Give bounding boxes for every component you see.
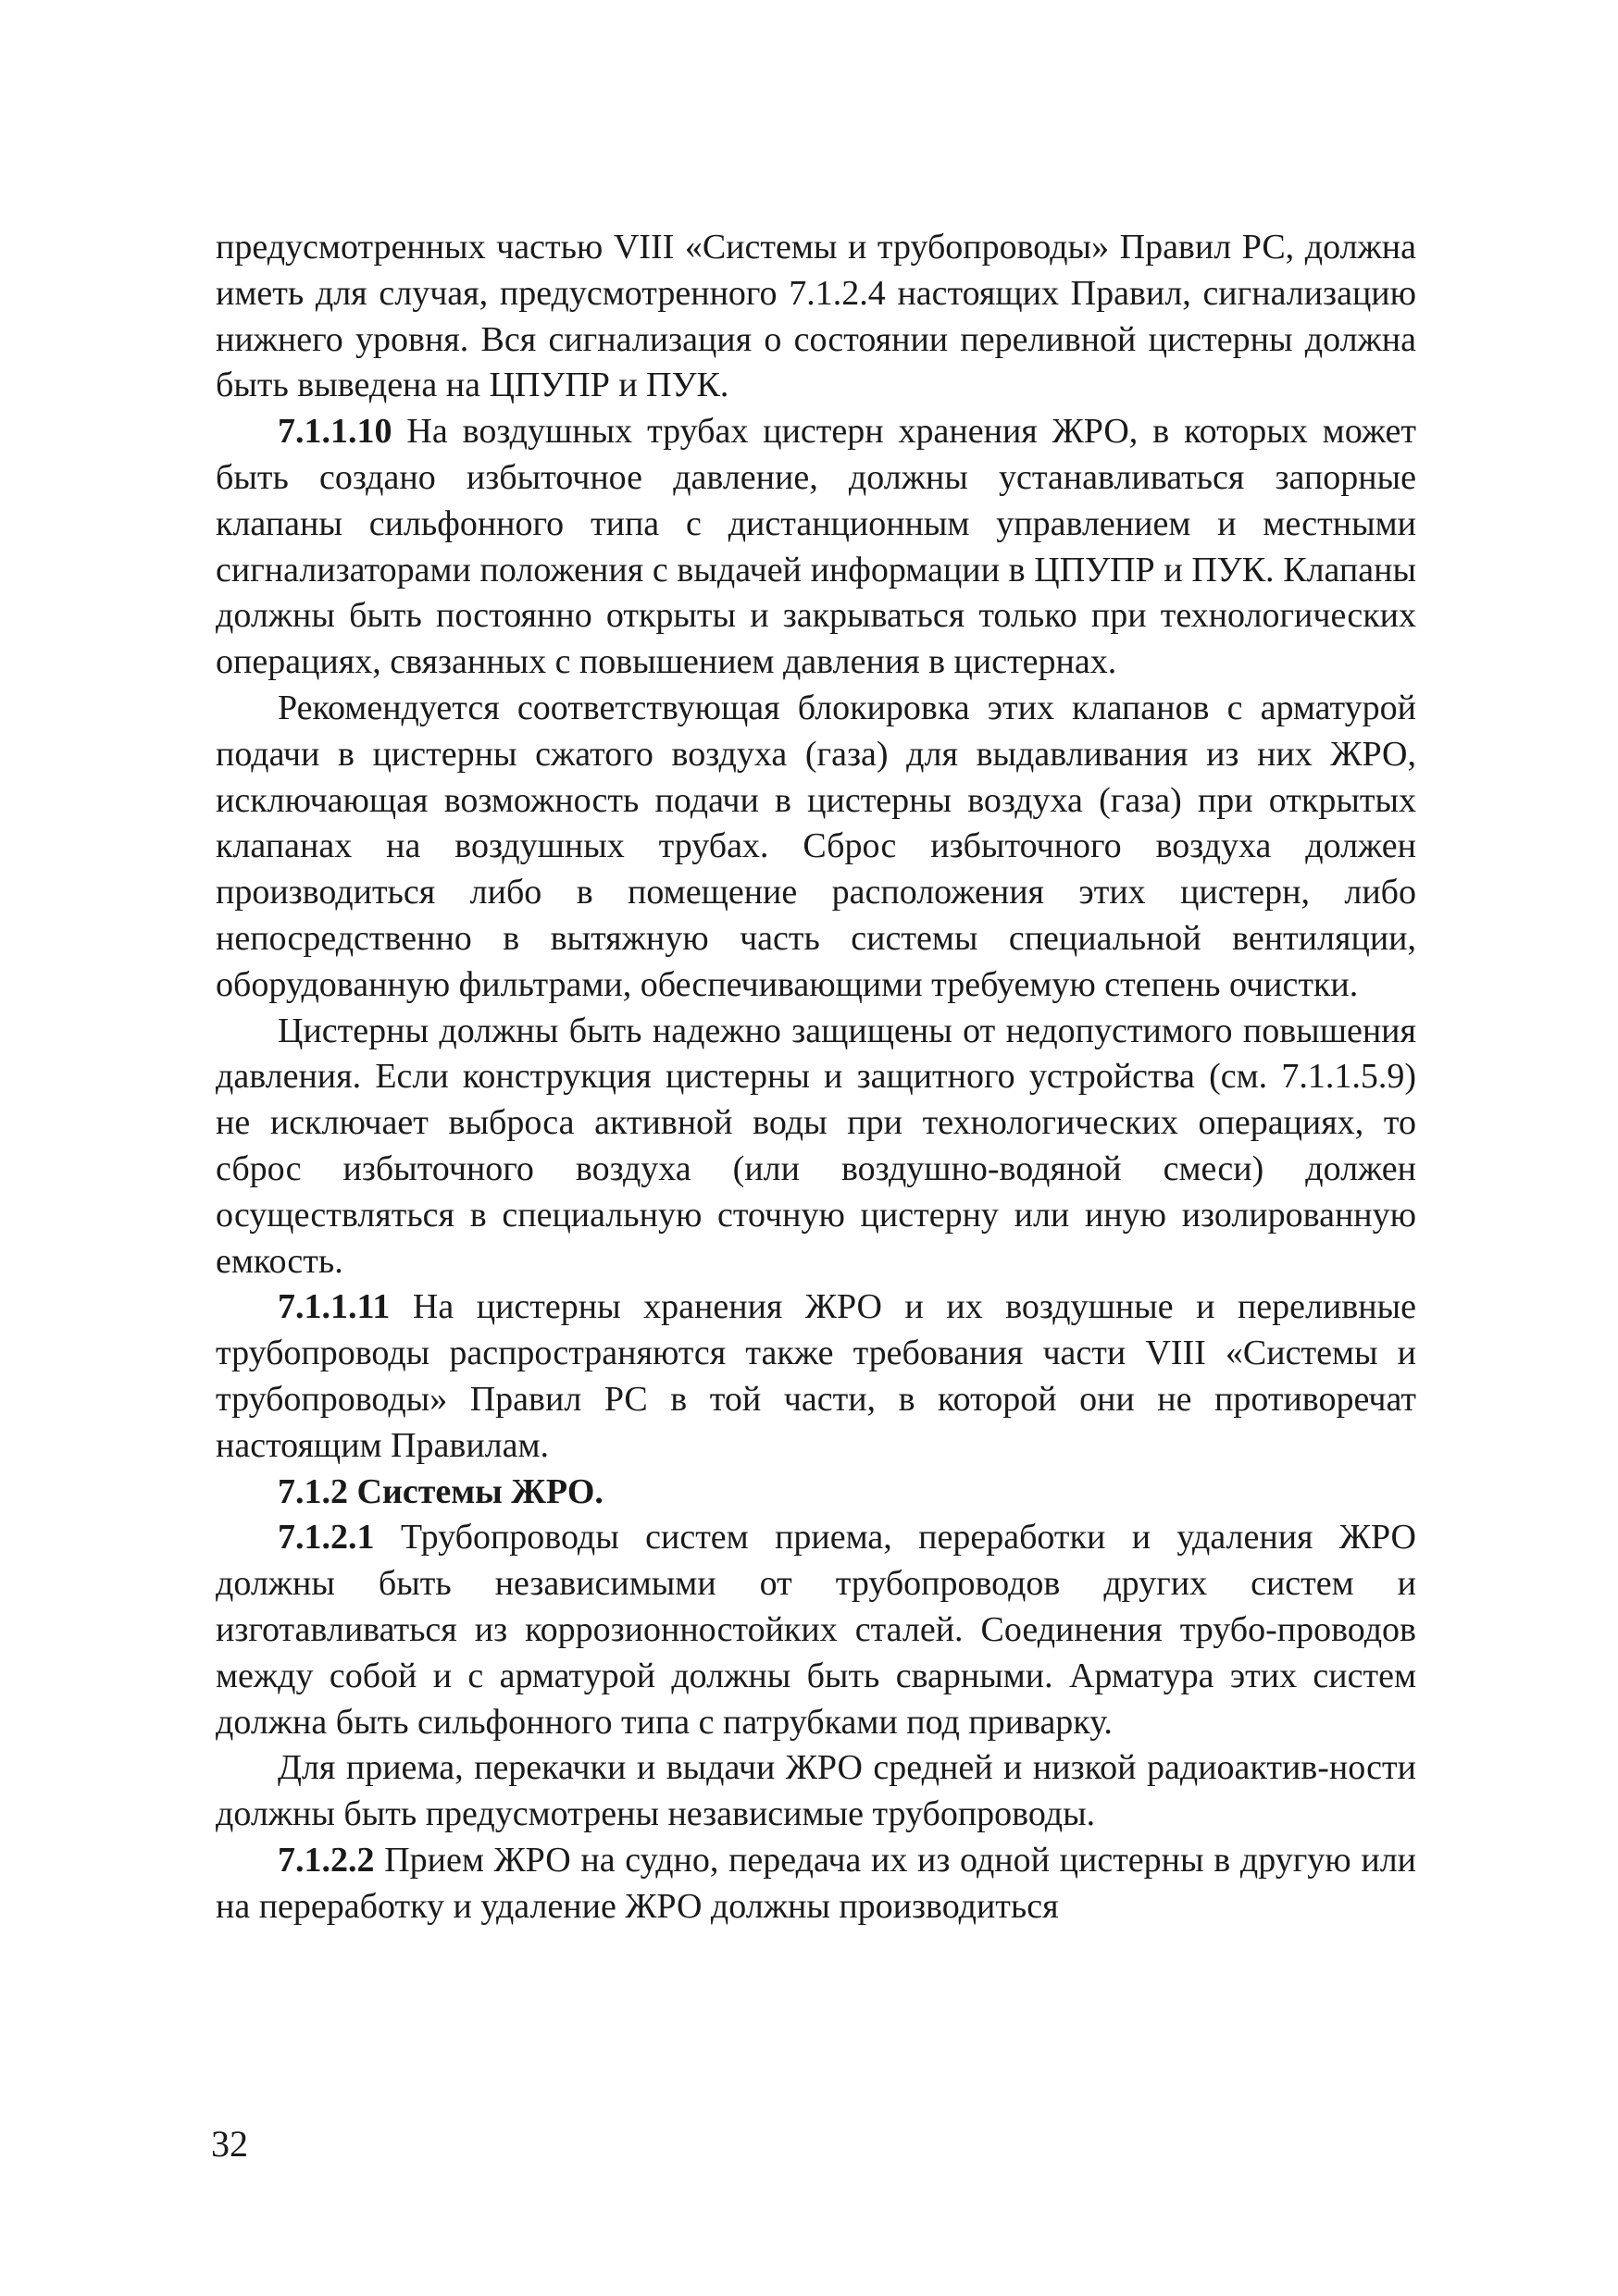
clause-number: 7.1.1.10 (278, 412, 392, 452)
paragraph-text: Прием ЖРО на судно, передача их из одной цистерны в другую или на переработку и удаление ЖРО должны производиться (216, 1840, 1416, 1926)
clause-number: 7.1.2.1 (278, 1518, 375, 1558)
paragraph-7-1-2-2 (216, 1838, 1416, 1930)
paragraph-text: На цистерны хранения ЖРО и их воздушные и переливные трубопроводы распространяются также требования части VIII «Системы и трубопроводы» Правил РС в той части, в которой они не противоречат настоящим Правилам. (216, 1287, 1416, 1465)
paragraph-recommendation (216, 686, 1416, 1009)
clause-number: 7.1.2.2 (278, 1840, 375, 1880)
paragraph-text: Трубопроводы систем приема, переработки и удаления ЖРО должны быть независимыми от трубопроводов других систем и изготавливаться из коррозионностойких сталей. Соединения трубо-проводов между собой и с арматурой должны быть сварными. Арматура этих систем должна быть сильфонного типа с патрубками под приварку. (216, 1518, 1416, 1742)
paragraph-continuation (216, 225, 1416, 409)
paragraph-text: Рекомендуется соответствующая блокировка этих клапанов с арматурой подачи в цистерны сжатого воздуха (газа) для выдавливания из них ЖРО, исключающая возможность подачи в цистерны воздуха (газа) при открытых клапанах на воздушных трубах. Сброс избыточного воздуха должен производиться либо в помещение расположения этих цистерн, либо непосредственно в вытяжную часть системы специальной вентиляции, оборудованную фильтрами, обеспечивающими требуемую степень очистки. (216, 688, 1416, 1004)
page-number: 32 (211, 2123, 248, 2165)
body-text (216, 225, 1416, 1930)
paragraph-text: Для приема, перекачки и выдачи ЖРО средней и низкой радиоактив-ности должны быть предусмотрены независимые трубопроводы. (216, 1748, 1416, 1834)
paragraph-7-1-2-1 (216, 1515, 1416, 1745)
paragraph-7-1-1-10 (216, 409, 1416, 686)
paragraph-text: На воздушных трубах цистерн хранения ЖРО, в которых может быть создано избыточное давление, должны устанавливаться запорные клапаны сильфонного типа с дистанционным управлением и местными сигнализаторами положения с выдачей информации в ЦПУПР и ПУК. Клапаны должны быть постоянно открыты и закрываться только при технологических операциях, связанных с повышением давления в цистернах. (216, 412, 1416, 682)
paragraph-7-1-1-11 (216, 1285, 1416, 1469)
paragraph-independent-pipelines (216, 1745, 1416, 1838)
section-heading-7-1-2 (216, 1470, 1416, 1516)
paragraph-text: Цистерны должны быть надежно защищены от недопустимого повышения давления. Если конструкция цистерны и защитного устройства (см. 7.1.1.5.9) не исключает выброса активной воды при технологических операциях, то сброс избыточного воздуха (или воздушно-водяной смеси) должен осуществляться в специальную сточную цистерну или иную изолированную емкость. (216, 1011, 1416, 1281)
paragraph-text: предусмотренных частью VIII «Системы и трубопроводы» Правил РС, должна иметь для случая, предусмотренного 7.1.2.4 настоящих Правил, сигнализацию нижнего уровня. Вся сигнализация о состоянии переливной цистерны должна быть выведена на ЦПУПР и ПУК. (216, 228, 1416, 405)
clause-number: 7.1.1.11 (278, 1287, 391, 1327)
paragraph-tank-protection (216, 1009, 1416, 1285)
section-title: 7.1.2 Системы ЖРО. (278, 1471, 604, 1511)
